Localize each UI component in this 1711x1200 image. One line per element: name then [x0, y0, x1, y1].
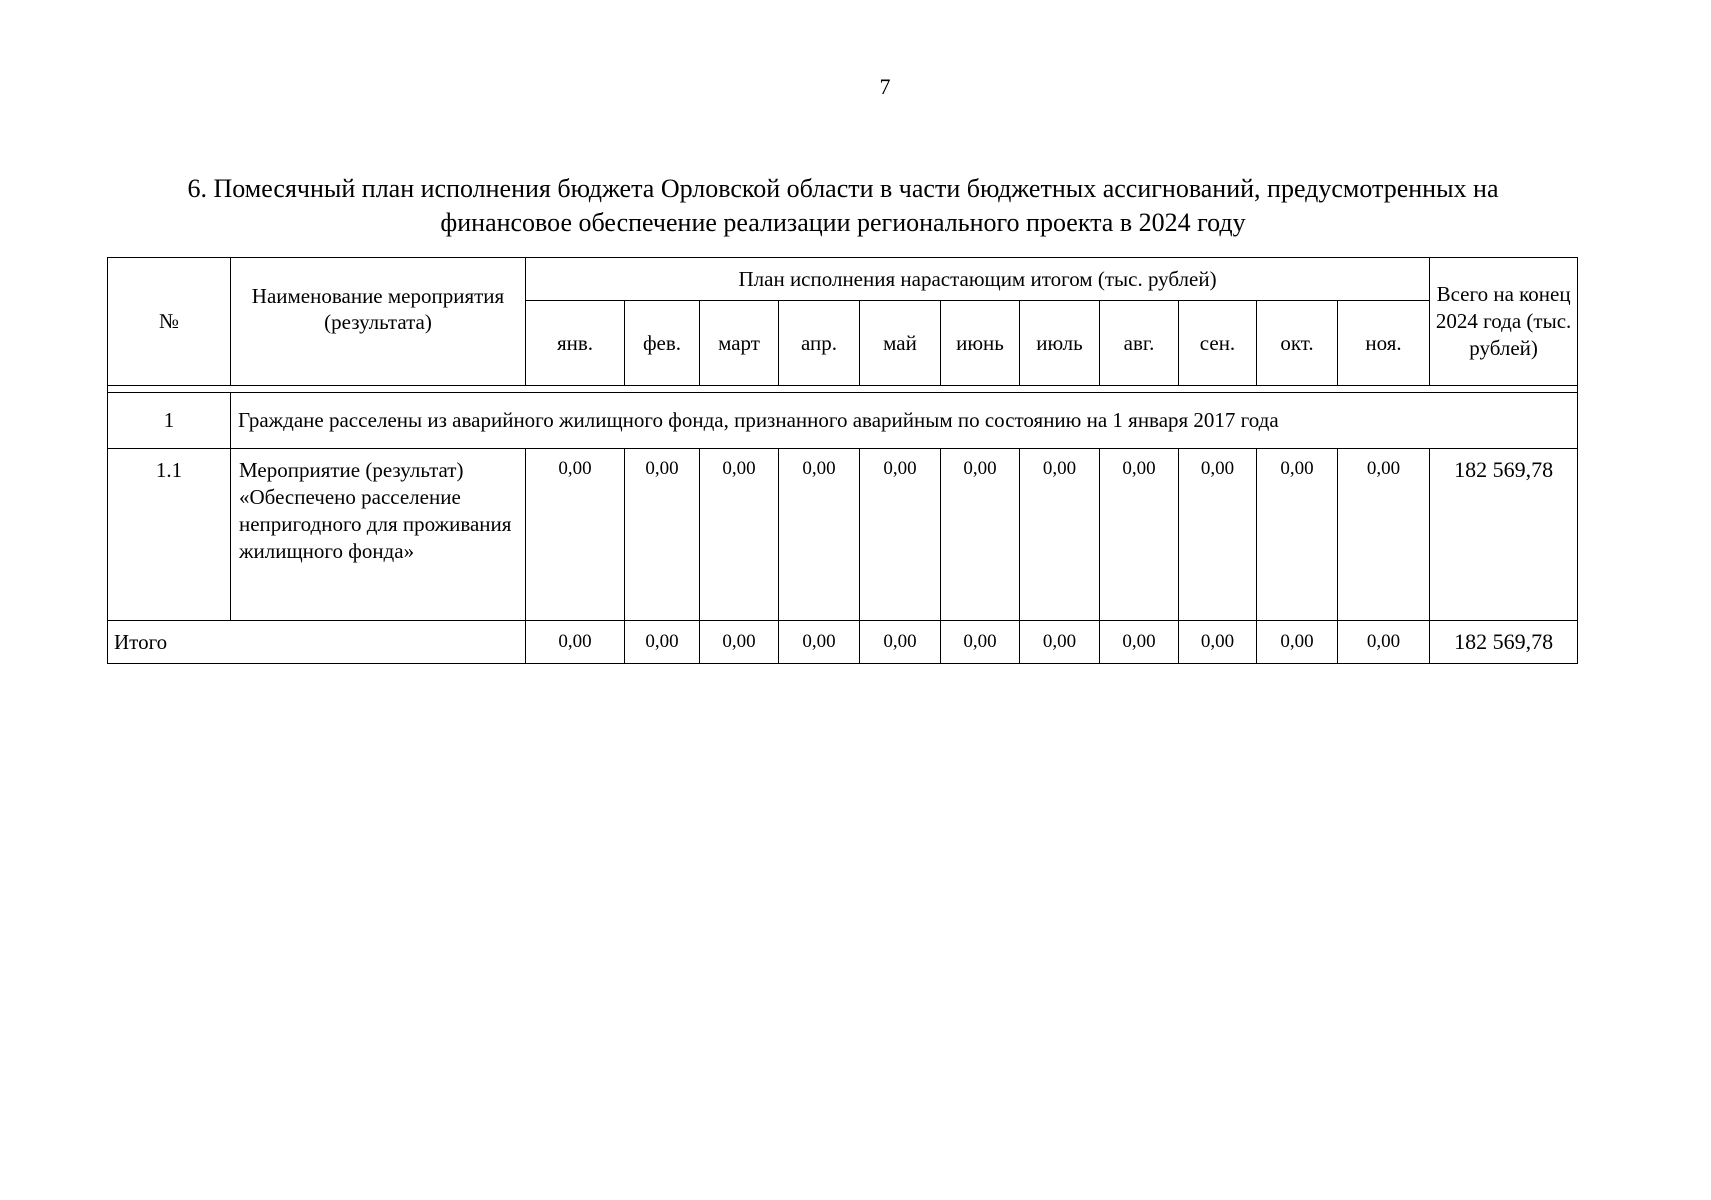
budget-plan-table [107, 257, 1578, 664]
separator-cell [108, 386, 1578, 393]
month-value: 0,00 [1179, 449, 1257, 621]
summary-value: 0,00 [1100, 621, 1179, 664]
month-header: окт. [1257, 301, 1338, 386]
table-row [108, 449, 1578, 621]
summary-value: 0,00 [860, 621, 941, 664]
month-value: 0,00 [700, 449, 779, 621]
summary-value: 0,00 [625, 621, 700, 664]
page-number: 7 [879, 74, 891, 99]
month-header: июнь [941, 301, 1020, 386]
separator-row [108, 386, 1578, 393]
summary-value: 0,00 [526, 621, 625, 664]
month-value: 0,00 [860, 449, 941, 621]
summary-year-total: 182 569,78 [1430, 621, 1578, 664]
month-value: 0,00 [779, 449, 860, 621]
month-header: янв. [526, 301, 625, 386]
month-header: сен. [1179, 301, 1257, 386]
header-number: № [108, 258, 231, 386]
row-activity-name: Мероприятие (результат) «Обеспечено расселение непригодного для проживания жилищного фонда» [231, 449, 526, 621]
month-value: 0,00 [1100, 449, 1179, 621]
month-header: фев. [625, 301, 700, 386]
summary-value: 0,00 [779, 621, 860, 664]
header-year-total: Всего на конец 2024 года (тыс. рублей) [1430, 258, 1578, 386]
summary-value: 0,00 [1338, 621, 1430, 664]
heading-line-2: финансовое обеспечение реализации регионального проекта в 2024 году [440, 208, 1246, 237]
header-activity-name: Наименование мероприятия (результата) [231, 258, 526, 386]
summary-value: 0,00 [1020, 621, 1100, 664]
document-heading [108, 172, 1578, 240]
summary-row [108, 621, 1578, 664]
summary-value: 0,00 [941, 621, 1020, 664]
section-row [108, 393, 1578, 449]
header-plan: План исполнения нарастающим итогом (тыс. рублей) [526, 258, 1430, 301]
summary-value: 0,00 [1179, 621, 1257, 664]
row-number: 1.1 [108, 449, 231, 621]
month-header: ноя. [1338, 301, 1430, 386]
month-header: май [860, 301, 941, 386]
section-title: Граждане расселены из аварийного жилищного фонда, признанного аварийным по состоянию на 1 января 2017 года [231, 393, 1578, 449]
summary-value: 0,00 [700, 621, 779, 664]
header-row-top [108, 258, 1578, 301]
month-value: 0,00 [1257, 449, 1338, 621]
month-header: авг. [1100, 301, 1179, 386]
month-value: 0,00 [1020, 449, 1100, 621]
month-header: март [700, 301, 779, 386]
month-value: 0,00 [526, 449, 625, 621]
month-value: 0,00 [941, 449, 1020, 621]
summary-value: 0,00 [1257, 621, 1338, 664]
month-header: июль [1020, 301, 1100, 386]
summary-label: Итого [108, 621, 526, 664]
month-value: 0,00 [625, 449, 700, 621]
heading-line-1: 6. Помесячный план исполнения бюджета Орловской области в части бюджетных ассигнований, предусмотренных на [187, 174, 1499, 203]
row-year-total: 182 569,78 [1430, 449, 1578, 621]
month-value: 0,00 [1338, 449, 1430, 621]
section-number: 1 [108, 393, 231, 449]
month-header: апр. [779, 301, 860, 386]
